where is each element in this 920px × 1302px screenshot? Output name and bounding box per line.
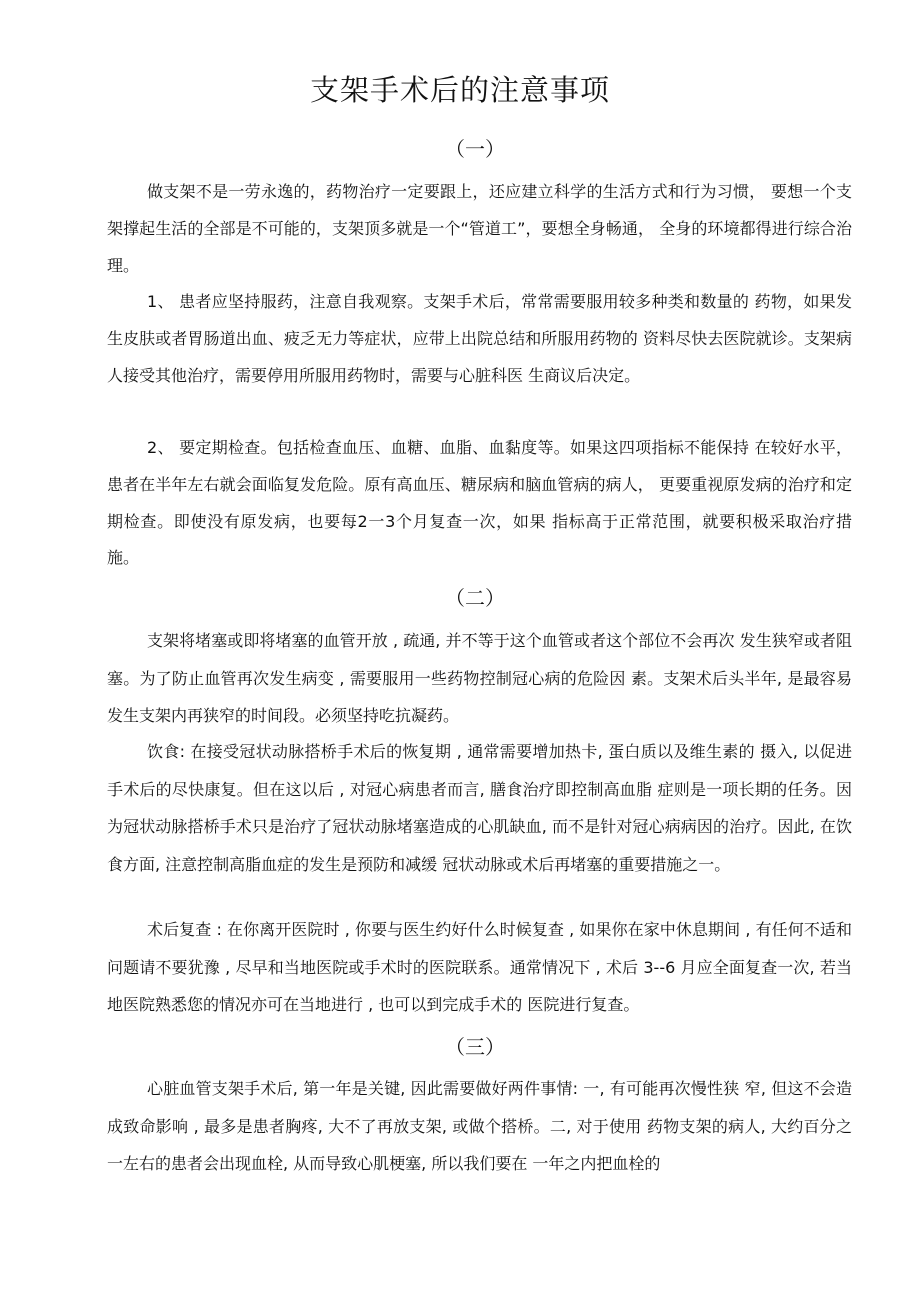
section-heading-1: （一）	[445, 137, 505, 161]
section-2-paragraph-2: 饮食: 在接受冠状动脉搭桥手术后的恢复期 , 通常需要增加热卡, 蛋白质以及维生素的 摄入, 以促进手术后的尽快康复。但在这以后 , 对冠心病患者而言, 膳食治疗即控制高血脂 症则是一项长期的任务。因为冠状动脉搭桥手术只是治疗了冠状动脉堵塞造成的心肌缺血, 而不是针对冠心病病因的治疗。因此, 在饮食方面, 注意控制高脂血症的发生是预防和减缓 冠状动脉或术后再堵塞的重要措施之一。	[107, 742, 852, 874]
document-title: 支架手术后的注意事项	[309, 73, 610, 107]
section-1-paragraph-1: 做支架不是一劳永逸的，药物治疗一定要跟上，还应建立科学的生活方式和行为习惯， 要想一个支架撑起生活的全部是不可能的，支架顶多就是一个“管道工”，要想全身畅通， 全身的环境都得进行综合治理。	[107, 182, 852, 275]
section-3-paragraph-1: 心脏血管支架手术后, 第一年是关键, 因此需要做好两件事情: 一, 有可能再次慢性狭 窄, 但这不会造成致命影响 , 最多是患者胸疼, 大不了再放支架, 或做个搭桥。二, 对于使用 药物支架的病人, 大约百分之一左右的患者会出现血栓, 从而导致心肌梗塞, 所以我们要在 一年之内把血栓的	[107, 1079, 852, 1173]
section-heading-2: （二）	[445, 586, 505, 610]
section-1-paragraph-2: 1、 患者应坚持服药，注意自我观察。支架手术后，常常需要服用较多种类和数量的 药物，如果发生皮肤或者胃肠道出血、疲乏无力等症状，应带上出院总结和所服用药物的 资料尽快去医院就诊。支架病人接受其他治疗，需要停用所服用药物时，需要与心脏科医 生商议后决定。	[107, 292, 852, 385]
section-2-paragraph-3: 术后复查 : 在你离开医院时 , 你要与医生约好什么时候复查 , 如果你在家中休息期间 , 有任何不适和问题请不要犹豫 , 尽早和当地医院或手术时的医院联系。通常情况下 , 术后 3--6 月应全面复查一次, 若当地医院熟悉您的情况亦可在当地进行 , 也可以到完成手术的 医院进行复查。	[107, 920, 852, 1014]
section-2-paragraph-1: 支架将堵塞或即将堵塞的血管开放 , 疏通, 并不等于这个血管或者这个部位不会再次 发生狭窄或者阻塞。为了防止血管再次发生病变 , 需要服用一些药物控制冠心病的危险因 素。支架术后头半年, 是最容易发生支架内再狭窄的时间段。必须坚持吃抗凝药。	[107, 631, 852, 725]
section-1-paragraph-3: 2、 要定期检查。包括检查血压、血糖、血脂、血黏度等。如果这四项指标不能保持 在较好水平，患者在半年左右就会面临复发危险。原有高血压、糖尿病和脑血管病的病人， 更要重视原发病的治疗和定期检查。即使没有原发病，也要每2一3个月复查一次，如果 指标高于正常范围，就要积极采取治疗措施。	[107, 438, 852, 568]
section-heading-3: （三）	[445, 1035, 505, 1059]
